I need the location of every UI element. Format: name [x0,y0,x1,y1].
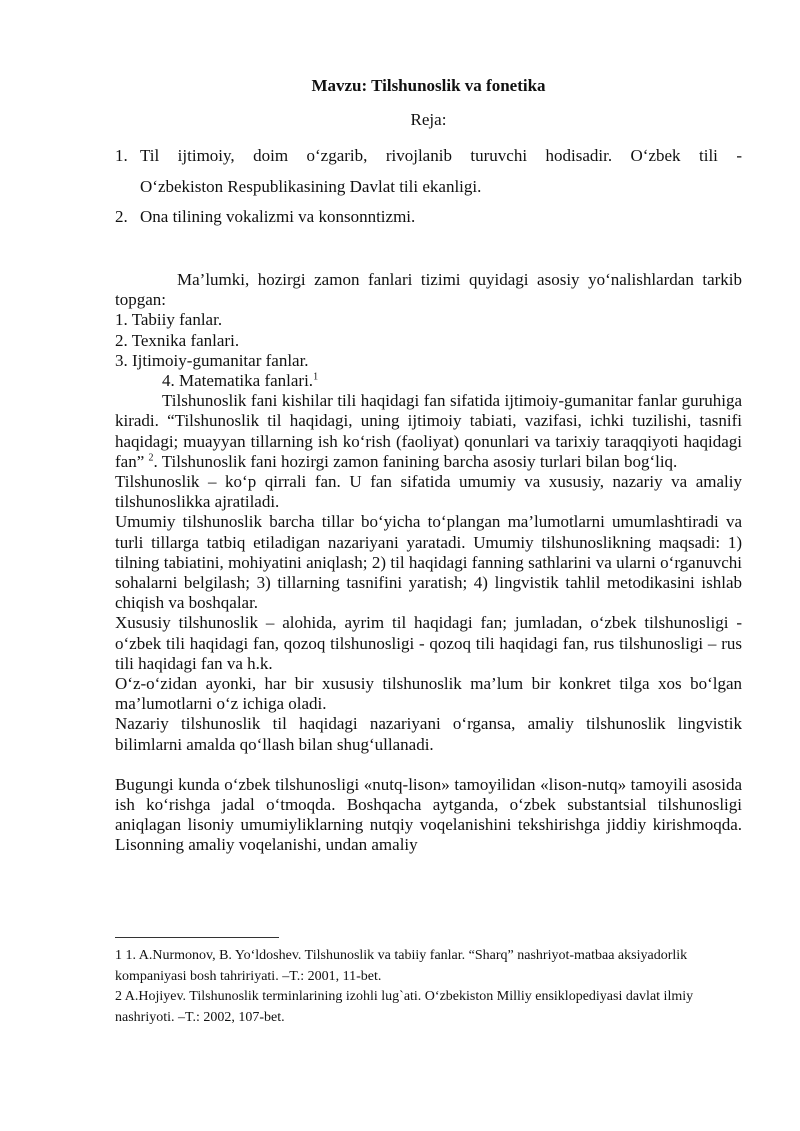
document-body [115,270,742,856]
paragraph-gap [115,755,742,775]
list-item: 4. Matematika fanlari.$^1$ [162,371,319,391]
plan-item-text-continued: O‘zbekiston Respublikasining Davlat tili ekanligi. [140,177,482,196]
list-item: 1. Tabiiy fanlar. [115,310,223,330]
document-title: Mavzu: Tilshunoslik va fonetika [311,76,546,95]
plan-item-number: 1. [115,146,128,165]
paragraph-intro: Ma’lumki, hozirgi zamon fanlari tizimi quyidagi asosiy yo‘nalishlardan tarkib topgan: [115,270,742,310]
plan-item-text: Til ijtimoiy, doim o‘zgarib, rivojlanib turuvchi hodisadir. O‘zbek tili - [140,146,742,165]
plan-item-text: Ona tilining vokalizmi va konsonntizmi. [140,207,416,226]
footnote: 2 A.Hojiyev. Tilshunoslik terminlarining izohli lug`ati. O‘zbekiston Milliy ensiklopediyasi davlat ilmiy nashriyoti. –T.: 2002, 107-bet. [115,989,694,1025]
paragraph: Xususiy tilshunoslik – alohida, ayrim til haqidagi fan; jumladan, o‘zbek tilshunosligi - o‘zbek tili haqidagi fan, qozoq tilshunosligi - qozoq tili haqidagi fan, rus tilshunosligi – rus tili haqidagi fan va h.k. [115,613,742,673]
plan-item-number: 2. [115,207,128,226]
paragraph: Tilshunoslik – ko‘p qirrali fan. U fan sifatida umumiy va xususiy, nazariy va amaliy tilshunoslikka ajratiladi. [115,472,742,512]
paragraph: Tilshunoslik fani kishilar tili haqidagi fan sifatida ijtimoiy-gumanitar fanlar guruhiga kiradi. “Tilshunoslik til haqidagi, uning ijtimoiy tabiati, vazifasi, ichki tuzilishi, tasnifi haqidagi; muayyan tillarning ish ko‘rish (faoliyat) qonunlari va tarixiy taraqqiyoti haqidagi fan” $^2$. Tilshunoslik fani hozirgi zamon fanining barcha asosiy turlari bilan bog‘liq. [115,391,742,471]
paragraph: O‘z-o‘zidan ayonki, har bir xususiy tilshunoslik ma’lum bir konkret tilga xos bo‘lgan ma’lumotlarni o‘z ichiga oladi. [115,674,742,714]
footnotes [115,946,742,1028]
paragraph: Bugungi kunda o‘zbek tilshunosligi «nutq-lison» tamoyilidan «lison-nutq» tamoyili asosida ish ko‘rishga jadal o‘tmoqda. Boshqacha aytganda, o‘zbek substantsial tilshunosligi aniqlagan lisoniy umumiyliklarning nutqiy voqelanishini tekshirishga jiddiy kirishmoqda. Lisonning amaliy voqelanishi, undan amaliy [115,774,742,855]
plan-item-2 [115,201,742,232]
plan-heading: Reja: [410,110,447,129]
footnote: 1 1. A.Nurmonov, B. Yo‘ldoshev. Tilshunoslik va tabiiy fanlar. “Sharq” nashriyot-matbaa aksiyadorlik kompaniyasi bosh tahririyati. –T.: 2001, 11-bet. [115,948,688,984]
paragraph: Nazariy tilshunoslik til haqidagi nazariyani o‘rgansa, amaliy tilshunoslik lingvistik bilimlarni amalda qo‘llash bilan shug‘ullanadi. [115,714,742,754]
footnote-ref[interactable]: 2 [148,452,154,464]
paragraph: Umumiy tilshunoslik barcha tillar bo‘yicha to‘plangan ma’lumotlarni umumlashtiradi va turli tillarga tatbiq etiladigan nazariyani yaratadi. Umumiy tilshunoslikning maqsadi: 1) tilning tabiatini, mohiyatini aniqlash; 2) til haqidagi fanning sathlarini va ularni o‘rganuvchi sohalarni belgilash; 3) tillarning tasnifini yaratish; 4) lingvistik tahlil metodikasini ishlab chiqish va boshqalar. [115,512,742,613]
footnote-ref[interactable]: 1 [313,371,319,383]
list-item: 3. Ijtimoiy-gumanitar fanlar. [115,350,309,370]
footnote-separator [115,937,279,938]
list-item: 2. Texnika fanlari. [115,330,240,350]
plan-item-1 [115,140,742,202]
